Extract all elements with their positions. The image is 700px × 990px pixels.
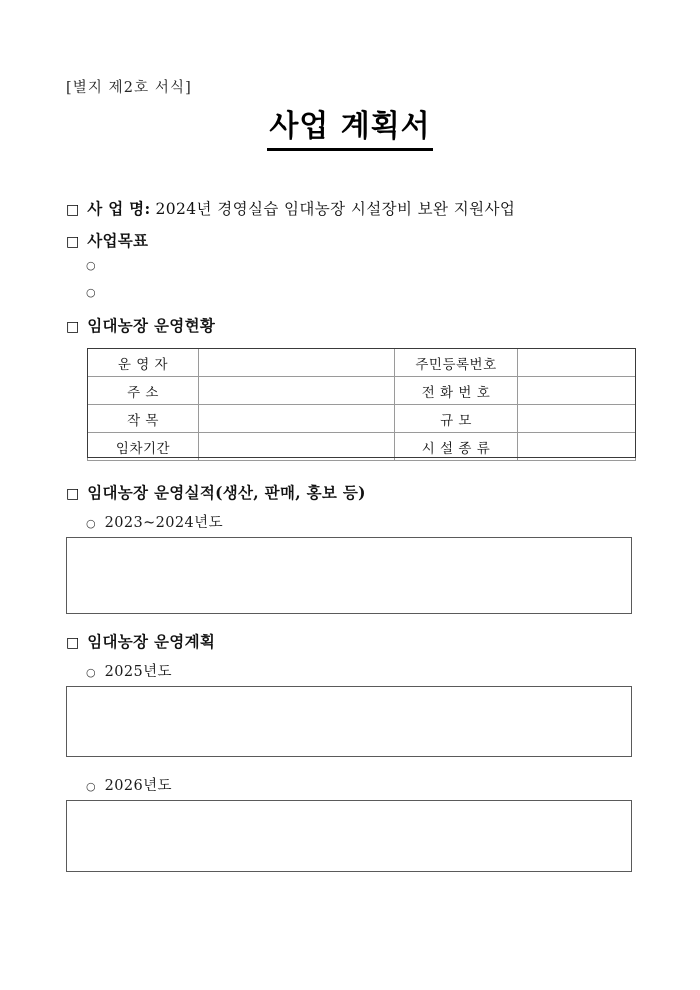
plan-2026-textarea[interactable] xyxy=(66,800,632,872)
performance-2023-2024-textarea[interactable] xyxy=(66,537,632,614)
project-name-value: 2024년 경영실습 임대농장 시설장비 보완 지원사업 xyxy=(155,200,516,218)
checkbox-icon: □ xyxy=(66,319,80,335)
farm-plan-label: 임대농장 운영계획 xyxy=(87,632,216,651)
table-label-operator: 운 영 자 xyxy=(88,349,199,377)
section-project-goal xyxy=(66,229,148,251)
circle-bullet-icon: ○ xyxy=(86,286,96,299)
checkbox-icon: □ xyxy=(66,635,80,651)
section-farm-plan xyxy=(66,630,215,652)
farm-performance-label: 임대농장 운영실적(생산, 판매, 홍보 등) xyxy=(87,483,366,502)
checkbox-icon: □ xyxy=(66,486,80,502)
page-title-text: 사업 계획서 xyxy=(267,101,432,151)
project-goal-label: 사업목표 xyxy=(87,231,149,250)
project-goal-bullet-1[interactable] xyxy=(86,260,105,271)
plan-2025-textarea[interactable] xyxy=(66,686,632,757)
circle-bullet-icon: ○ xyxy=(86,517,96,530)
table-value-operator[interactable] xyxy=(199,349,395,377)
form-code-label: [별지 제2호 서식] xyxy=(66,80,192,96)
circle-bullet-icon: ○ xyxy=(86,780,96,793)
page-title xyxy=(0,101,700,151)
farm-status-table xyxy=(87,348,636,461)
checkbox-icon: □ xyxy=(66,202,80,218)
plan-2025-label: 2025년도 xyxy=(104,664,172,680)
table-row xyxy=(88,433,636,461)
circle-bullet-icon: ○ xyxy=(86,666,96,679)
table-value-address[interactable] xyxy=(199,377,395,405)
plan-2026-bullet xyxy=(86,774,172,795)
section-project-name xyxy=(66,197,515,219)
table-value-facility-type[interactable] xyxy=(518,433,636,461)
table-value-lease-period[interactable] xyxy=(199,433,395,461)
table-row xyxy=(88,377,636,405)
performance-year-bullet xyxy=(86,511,223,532)
project-goal-bullet-2[interactable] xyxy=(86,287,105,298)
table-label-phone: 전 화 번 호 xyxy=(395,377,518,405)
section-farm-status xyxy=(66,314,215,336)
checkbox-icon: □ xyxy=(66,234,80,250)
table-label-resident-number: 주민등록번호 xyxy=(395,349,518,377)
table-value-scale[interactable] xyxy=(518,405,636,433)
table-label-facility-type: 시 설 종 류 xyxy=(395,433,518,461)
table-label-scale: 규 모 xyxy=(395,405,518,433)
section-farm-performance xyxy=(66,481,366,503)
project-name-label: 사 업 명: xyxy=(87,199,151,218)
circle-bullet-icon: ○ xyxy=(86,259,96,272)
table-row xyxy=(88,405,636,433)
plan-2026-label: 2026년도 xyxy=(104,778,172,794)
table-label-address: 주 소 xyxy=(88,377,199,405)
table-label-lease-period: 임차기간 xyxy=(88,433,199,461)
table-value-phone[interactable] xyxy=(518,377,636,405)
performance-year-label: 2023~2024년도 xyxy=(104,515,223,531)
table-value-crop[interactable] xyxy=(199,405,395,433)
plan-2025-bullet xyxy=(86,660,172,681)
table-value-resident-number[interactable] xyxy=(518,349,636,377)
table-row xyxy=(88,349,636,377)
farm-status-label: 임대농장 운영현황 xyxy=(87,316,216,335)
table-label-crop: 작 목 xyxy=(88,405,199,433)
